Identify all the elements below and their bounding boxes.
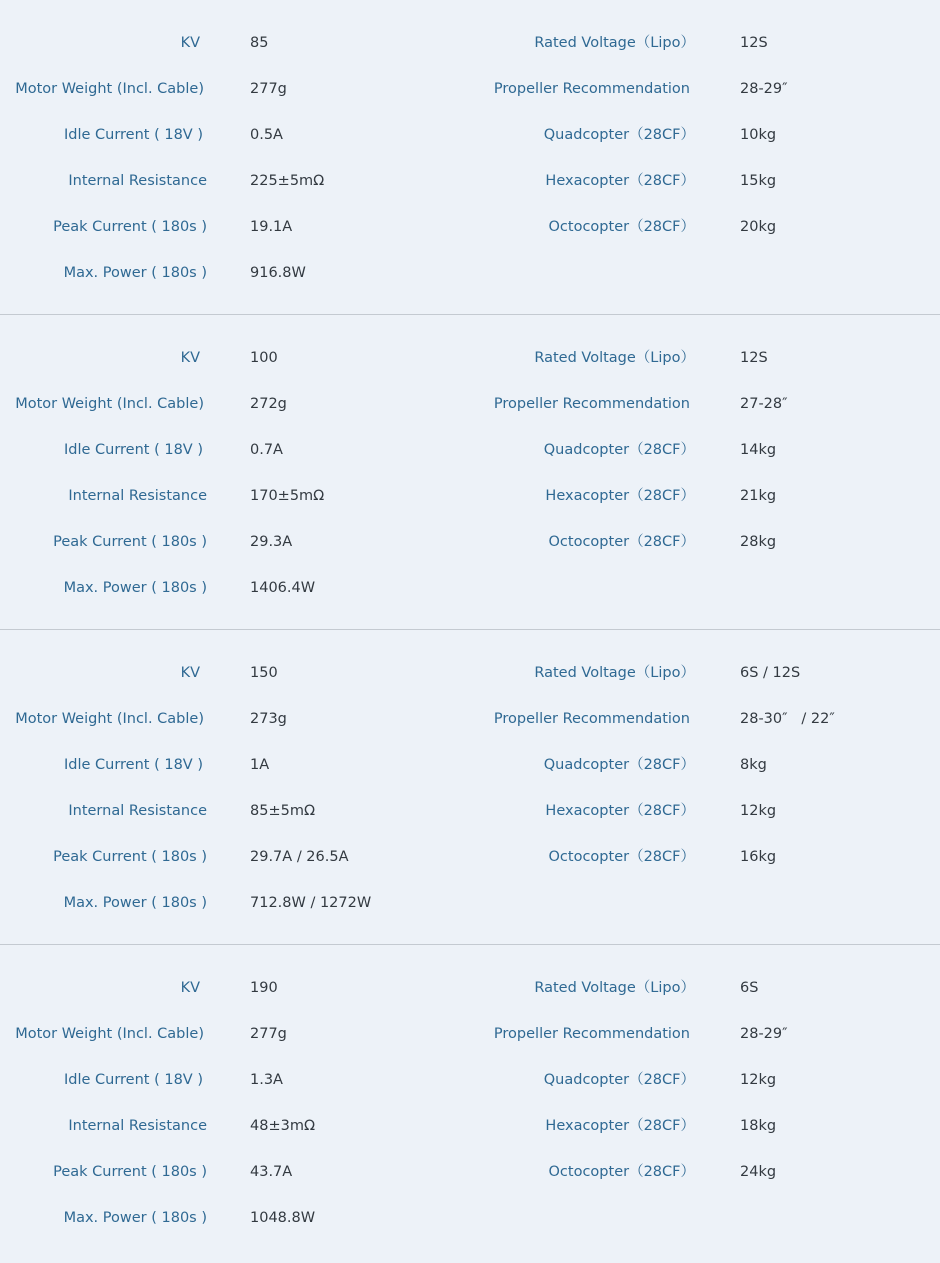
max-power-label: Max. Power ( 180s ) <box>63 895 207 911</box>
spec-row <box>0 845 940 869</box>
idle-current-value: 0.7A <box>250 442 283 458</box>
spec-row <box>0 261 940 285</box>
peak-current-value: 43.7A <box>250 1164 293 1180</box>
quadcopter-value: 8kg <box>740 757 767 773</box>
internal-resistance-label: Internal Resistance <box>68 173 207 189</box>
spec-row <box>0 576 940 600</box>
idle-current-label: Idle Current ( 18V ) <box>63 1072 203 1088</box>
peak-current-label: Peak Current ( 180s ) <box>53 1164 207 1180</box>
internal-resistance-label: Internal Resistance <box>68 1118 207 1134</box>
kv-value: 190 <box>250 980 278 996</box>
peak-current-label: Peak Current ( 180s ) <box>53 849 207 865</box>
internal-resistance-value: 170±5mΩ <box>250 488 325 504</box>
propeller-value: 27-28″ <box>740 396 788 412</box>
quadcopter-label: Quadcopter（28CF） <box>543 127 695 143</box>
hexacopter-value: 12kg <box>740 803 777 819</box>
idle-current-value: 1A <box>250 757 270 773</box>
propeller-value: 28-29″ <box>740 81 788 97</box>
spec-row <box>0 438 940 462</box>
octocopter-value: 16kg <box>740 849 777 865</box>
max-power-value: 916.8W <box>250 265 306 281</box>
octocopter-value: 28kg <box>740 534 777 550</box>
peak-current-value: 29.3A <box>250 534 293 550</box>
spec-row <box>0 392 940 416</box>
hexacopter-value: 18kg <box>740 1118 777 1134</box>
octocopter-value: 24kg <box>740 1164 777 1180</box>
quadcopter-label: Quadcopter（28CF） <box>543 442 695 458</box>
internal-resistance-label: Internal Resistance <box>68 488 207 504</box>
kv-label: KV <box>180 980 200 996</box>
idle-current-label: Idle Current ( 18V ) <box>63 757 203 773</box>
max-power-label: Max. Power ( 180s ) <box>63 580 207 596</box>
kv-value: 85 <box>250 35 269 51</box>
quadcopter-value: 12kg <box>740 1072 777 1088</box>
rated-voltage-value: 6S <box>740 980 759 996</box>
spec-row <box>0 1206 940 1230</box>
internal-resistance-value: 48±3mΩ <box>250 1118 316 1134</box>
motor-weight-value: 273g <box>250 711 287 727</box>
propeller-label: Propeller Recommendation <box>493 396 690 412</box>
internal-resistance-label: Internal Resistance <box>68 803 207 819</box>
kv-value: 150 <box>250 665 278 681</box>
spec-block-kv150 <box>0 630 940 945</box>
max-power-value: 1048.8W <box>250 1210 316 1226</box>
max-power-label: Max. Power ( 180s ) <box>63 1210 207 1226</box>
hexacopter-label: Hexacopter（28CF） <box>545 488 695 504</box>
spec-row <box>0 1114 940 1138</box>
octocopter-value: 20kg <box>740 219 777 235</box>
peak-current-label: Peak Current ( 180s ) <box>53 219 207 235</box>
spec-block-kv190 <box>0 945 940 1263</box>
max-power-value: 712.8W / 1272W <box>250 895 372 911</box>
quadcopter-value: 10kg <box>740 127 777 143</box>
spec-row <box>0 215 940 239</box>
peak-current-value: 29.7A / 26.5A <box>250 849 349 865</box>
peak-current-label: Peak Current ( 180s ) <box>53 534 207 550</box>
motor-weight-value: 277g <box>250 1026 287 1042</box>
idle-current-value: 0.5A <box>250 127 283 143</box>
spec-row <box>0 1160 940 1184</box>
octocopter-label: Octocopter（28CF） <box>548 849 695 865</box>
motor-weight-value: 272g <box>250 396 287 412</box>
quadcopter-value: 14kg <box>740 442 777 458</box>
octocopter-label: Octocopter（28CF） <box>548 1164 695 1180</box>
spec-row <box>0 1068 940 1092</box>
peak-current-value: 19.1A <box>250 219 293 235</box>
quadcopter-label: Quadcopter（28CF） <box>543 1072 695 1088</box>
spec-row <box>0 31 940 55</box>
spec-row <box>0 707 940 731</box>
spec-row <box>0 1022 940 1046</box>
propeller-label: Propeller Recommendation <box>493 711 690 727</box>
rated-voltage-value: 6S / 12S <box>740 665 801 681</box>
kv-label: KV <box>180 350 200 366</box>
spec-block-kv85 <box>0 0 940 315</box>
idle-current-label: Idle Current ( 18V ) <box>63 127 203 143</box>
max-power-value: 1406.4W <box>250 580 316 596</box>
hexacopter-value: 15kg <box>740 173 777 189</box>
spec-row <box>0 484 940 508</box>
max-power-label: Max. Power ( 180s ) <box>63 265 207 281</box>
spec-row <box>0 799 940 823</box>
motor-weight-label: Motor Weight (Incl. Cable) <box>15 396 204 412</box>
motor-weight-label: Motor Weight (Incl. Cable) <box>15 711 204 727</box>
motor-weight-value: 277g <box>250 81 287 97</box>
spec-block-kv100 <box>0 315 940 630</box>
spec-row <box>0 661 940 685</box>
kv-label: KV <box>180 665 200 681</box>
rated-voltage-label: Rated Voltage（Lipo） <box>534 665 695 681</box>
propeller-label: Propeller Recommendation <box>493 1026 690 1042</box>
hexacopter-value: 21kg <box>740 488 777 504</box>
spec-row <box>0 169 940 193</box>
hexacopter-label: Hexacopter（28CF） <box>545 803 695 819</box>
rated-voltage-label: Rated Voltage（Lipo） <box>534 980 695 996</box>
propeller-value: 28-30″ / 22″ <box>740 711 835 727</box>
kv-label: KV <box>180 35 200 51</box>
octocopter-label: Octocopter（28CF） <box>548 534 695 550</box>
octocopter-label: Octocopter（28CF） <box>548 219 695 235</box>
internal-resistance-value: 225±5mΩ <box>250 173 325 189</box>
spec-row <box>0 976 940 1000</box>
spec-row <box>0 530 940 554</box>
propeller-label: Propeller Recommendation <box>493 81 690 97</box>
rated-voltage-value: 12S <box>740 350 768 366</box>
rated-voltage-label: Rated Voltage（Lipo） <box>534 350 695 366</box>
internal-resistance-value: 85±5mΩ <box>250 803 316 819</box>
idle-current-value: 1.3A <box>250 1072 283 1088</box>
spec-row <box>0 753 940 777</box>
spec-row <box>0 123 940 147</box>
hexacopter-label: Hexacopter（28CF） <box>545 1118 695 1134</box>
idle-current-label: Idle Current ( 18V ) <box>63 442 203 458</box>
propeller-value: 28-29″ <box>740 1026 788 1042</box>
motor-weight-label: Motor Weight (Incl. Cable) <box>15 81 204 97</box>
hexacopter-label: Hexacopter（28CF） <box>545 173 695 189</box>
motor-weight-label: Motor Weight (Incl. Cable) <box>15 1026 204 1042</box>
spec-row <box>0 77 940 101</box>
kv-value: 100 <box>250 350 278 366</box>
quadcopter-label: Quadcopter（28CF） <box>543 757 695 773</box>
rated-voltage-value: 12S <box>740 35 768 51</box>
spec-row <box>0 891 940 915</box>
rated-voltage-label: Rated Voltage（Lipo） <box>534 35 695 51</box>
spec-row <box>0 346 940 370</box>
